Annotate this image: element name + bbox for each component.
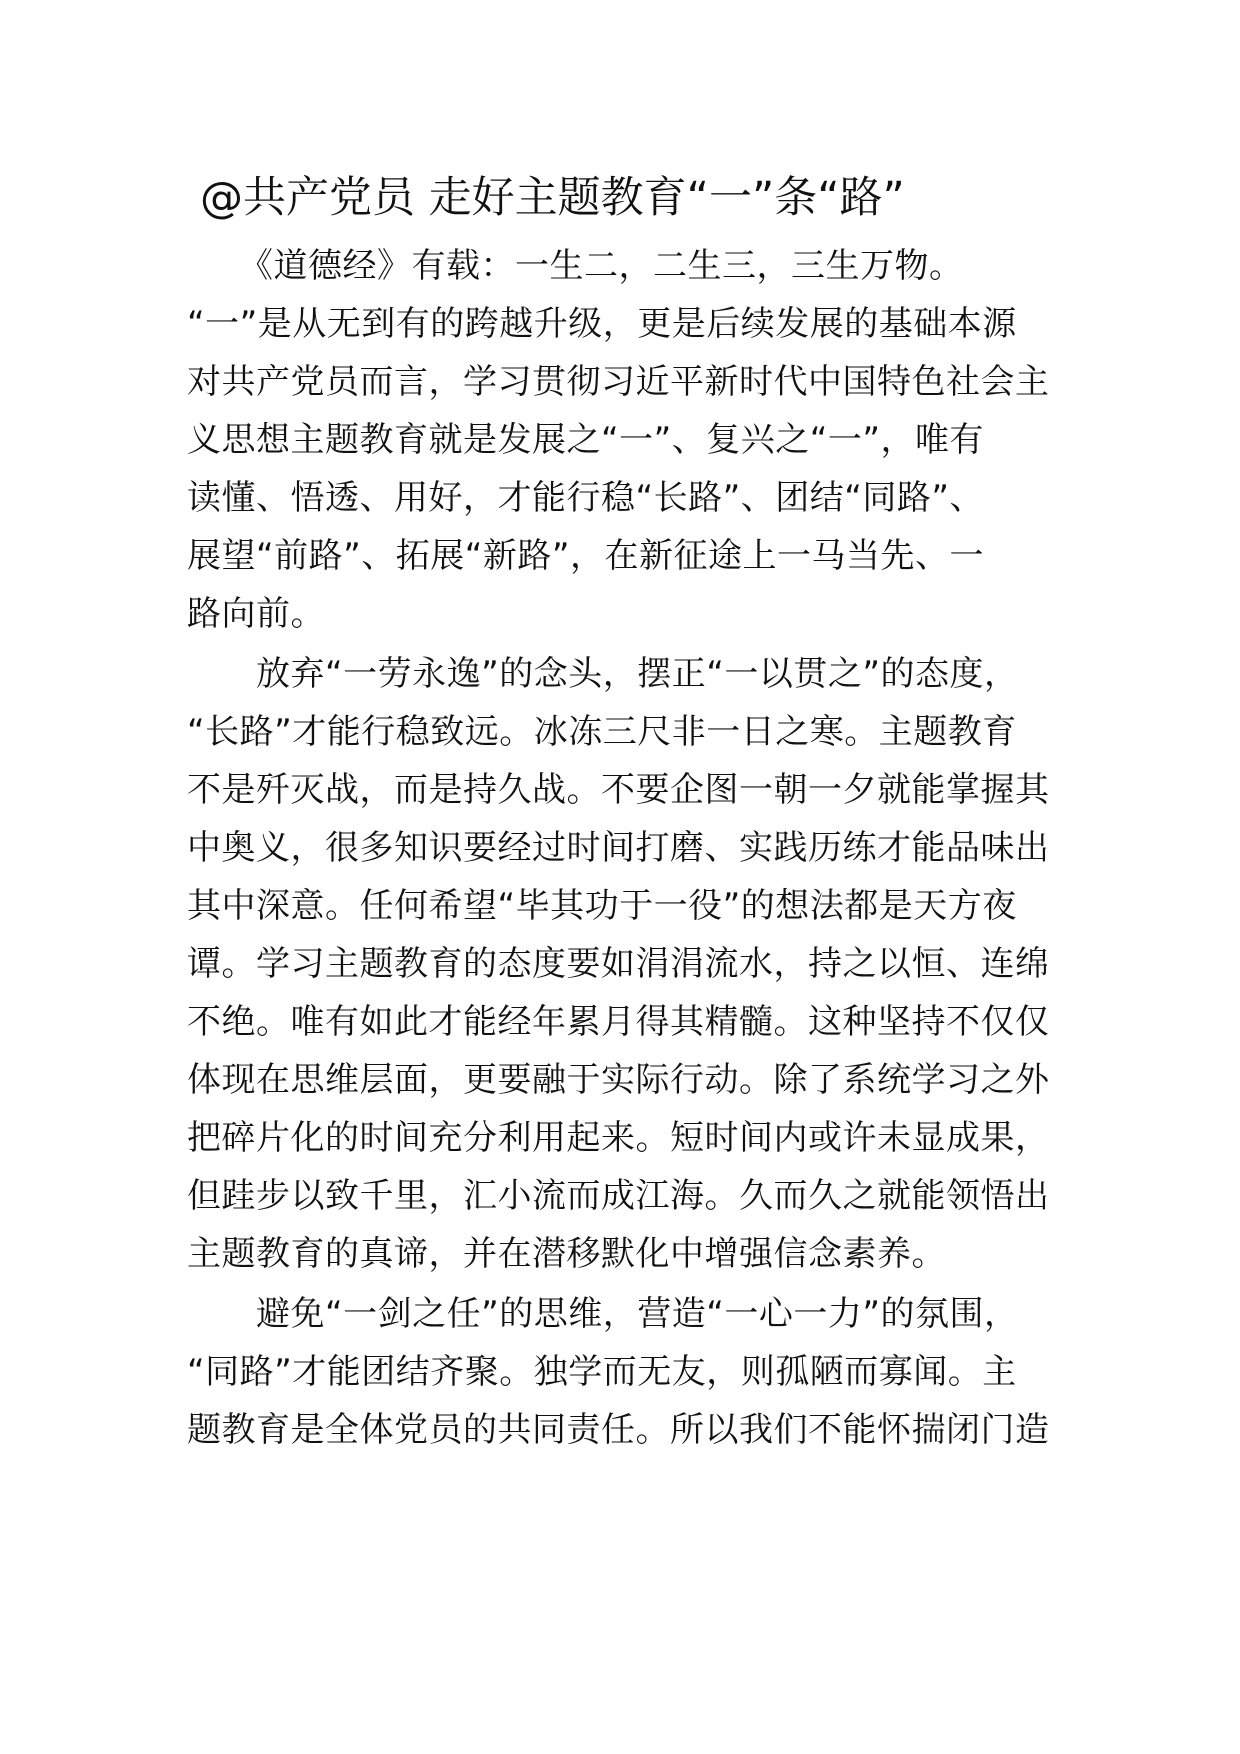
text-line: 避免“一剑之任”的思维，营造“一心一力”的氛围，: [187, 1294, 1019, 1334]
text-line: “一”是从无到有的跨越升级，更是后续发展的基础本源: [187, 304, 1017, 344]
text-line: “同路”才能团结齐聚。独学而无友，则孤陋而寡闻。主: [187, 1352, 1017, 1392]
text-line: 义思想主题教育就是发展之“一”、复兴之“一”，唯有: [187, 420, 984, 460]
text-line: “长路”才能行稳致远。冰冻三尺非一日之寒。主题教育: [187, 712, 1017, 752]
text-line: 读懂、悟透、用好，才能行稳“长路”、团结“同路”、: [187, 478, 984, 518]
text-line: 中奥义，很多知识要经过时间打磨、实践历练才能品味出: [187, 828, 1050, 868]
text-line: 路向前。: [187, 594, 325, 634]
text-line: 不是歼灭战，而是持久战。不要企图一朝一夕就能掌握其: [187, 770, 1050, 810]
text-line: 题教育是全体党员的共同责任。所以我们不能怀揣闭门造: [187, 1410, 1050, 1450]
text-line: 主题教育的真谛，并在潜移默化中增强信念素养。: [187, 1234, 946, 1274]
text-line: 对共产党员而言，学习贯彻习近平新时代中国特色社会主: [187, 362, 1050, 402]
text-line: 展望“前路”、拓展“新路”，在新征途上一马当先、一: [187, 536, 984, 576]
text-line: 把碎片化的时间充分利用起来。短时间内或许未显成果，: [187, 1118, 1050, 1158]
text-line: 不绝。唯有如此才能经年累月得其精髓。这种坚持不仅仅: [187, 1002, 1050, 1042]
text-line: 谭。学习主题教育的态度要如涓涓流水，持之以恒、连绵: [187, 944, 1050, 984]
document-title: @共产党员 走好主题教育“一”条“路”: [200, 173, 905, 223]
text-line: 但跬步以致千里，汇小流而成江海。久而久之就能领悟出: [187, 1176, 1050, 1216]
text-line: 体现在思维层面，更要融于实际行动。除了系统学习之外: [187, 1060, 1050, 1100]
text-line: 《道德经》有载：一生二，二生三，三生万物。: [187, 246, 964, 286]
text-line: 其中深意。任何希望“毕其功于一役”的想法都是天方夜: [187, 886, 1017, 926]
text-line: 放弃“一劳永逸”的念头，摆正“一以贯之”的态度，: [187, 654, 1019, 694]
